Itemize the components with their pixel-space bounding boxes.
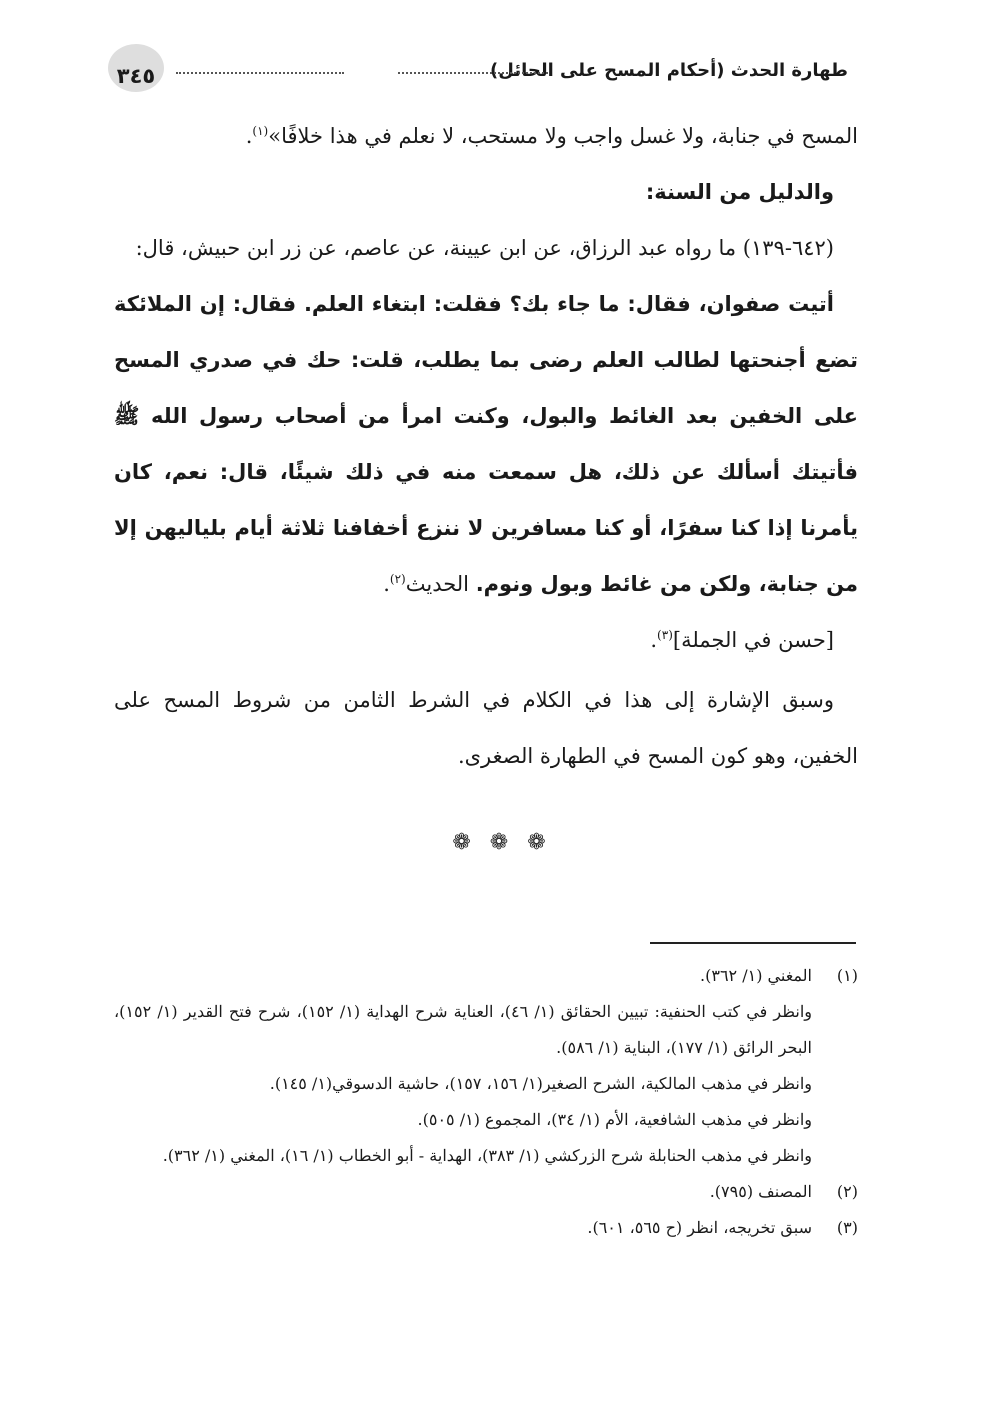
running-title: طهارة الحدث (أحكام المسح على الحائل) [490, 60, 848, 81]
footnotes [114, 958, 858, 1246]
punctuation: . [650, 628, 658, 652]
punctuation: . [383, 572, 390, 596]
footnote-rule [650, 942, 856, 944]
footnote-line: وانظر في كتب الحنفية: تبيين الحقائق (١/ ٤٦)، العناية شرح الهداية (١/ ١٥٢)، شرح فتح القدير (١/ ١٥٢)، البحر الرائق (١/ ١٧٧)، البناية (١/ ٥٨٦). [114, 1002, 812, 1057]
footnote-number: (٣) [836, 1218, 858, 1237]
footnote [114, 1210, 858, 1246]
footnote-body [114, 958, 812, 1174]
footnote-line: المصنف (٧٩٥). [709, 1182, 812, 1201]
punctuation: . [245, 124, 253, 148]
running-header [108, 52, 848, 98]
footnote-line: سبق تخريجه، انظر (ح ٥٦٥، ٦٠١). [587, 1218, 812, 1237]
section-heading: والدليل من السنة: [645, 180, 834, 204]
footnote-number: (١) [836, 966, 858, 985]
footnote-ref[interactable]: (٣) [657, 628, 673, 642]
footnote-ref[interactable]: (٢) [389, 572, 406, 586]
main-text [114, 108, 858, 784]
paragraph-text: المسح في جنابة، ولا غسل واجب ولا مستحب، لا نعلم في هذا خلافًا» [268, 124, 858, 148]
header-dotted-leader [176, 72, 344, 74]
footnote [114, 1174, 858, 1210]
paragraph: وسبق الإشارة إلى هذا في الكلام في الشرط الثامن من شروط المسح على الخفين، وهو كون المسح في الطهارة الصغرى. [114, 688, 858, 768]
hadith-matn: أتيت صفوان، فقال: ما جاء بك؟ فقلت: ابتغاء العلم. فقال: إن الملائكة تضع أجنحتها لطالب العلم رضى بما يطلب، قلت: حك في صدري المسح على الخفين بعد الغائط والبول، وكنت امرأ من أصحاب رسول الله ﷺ فأتيتك أسألك عن ذلك، هل سمعت منه في ذلك شيئًا، قال: نعم، كان يأمرنا إذا كنا سفرًا، أو كنا مسافرين لا ننزع أخفافنا ثلاثة أيام بلياليهن إلا من جنابة، ولكن من غائط وبول ونوم. [114, 292, 858, 596]
hadith-grade [114, 612, 858, 668]
hadith-chain: (٦٤٢-١٣٩) ما رواه عبد الرزاق، عن ابن عيينة، عن عاصم، عن زر ابن حبيش، قال: [135, 236, 834, 260]
section-separator: ❁ ❁ ❁ [452, 830, 552, 855]
header-dotted-leader [398, 72, 548, 74]
page-number: ٣٤٥ [116, 64, 156, 88]
hadith-text [114, 276, 858, 612]
footnote-body [114, 1210, 812, 1246]
footnote-line: المغني (١/ ٣٦٢). [700, 966, 812, 985]
hadith-tail: الحديث [405, 572, 476, 596]
footnote-line: وانظر في مذهب المالكية، الشرح الصغير(١/ ١٥٦، ١٥٧)، حاشية الدسوقي(١/ ١٤٥). [269, 1074, 812, 1093]
footnote-line: وانظر في مذهب الشافعية، الأم (١/ ٣٤)، المجموع (١/ ٥٠٥). [417, 1110, 812, 1129]
footnote-ref[interactable]: (١) [252, 124, 269, 138]
footnote-body [114, 1174, 812, 1210]
footnote [114, 958, 858, 1174]
footnote-number: (٢) [836, 1182, 858, 1201]
grade-text: [حسن في الجملة] [672, 628, 834, 652]
paragraph [114, 108, 858, 164]
footnote-line: وانظر في مذهب الحنابلة شرح الزركشي (١/ ٣٨٣)، الهداية - أبو الخطاب (١/ ١٦)، المغني (١/ ٣٦٢). [162, 1146, 812, 1165]
